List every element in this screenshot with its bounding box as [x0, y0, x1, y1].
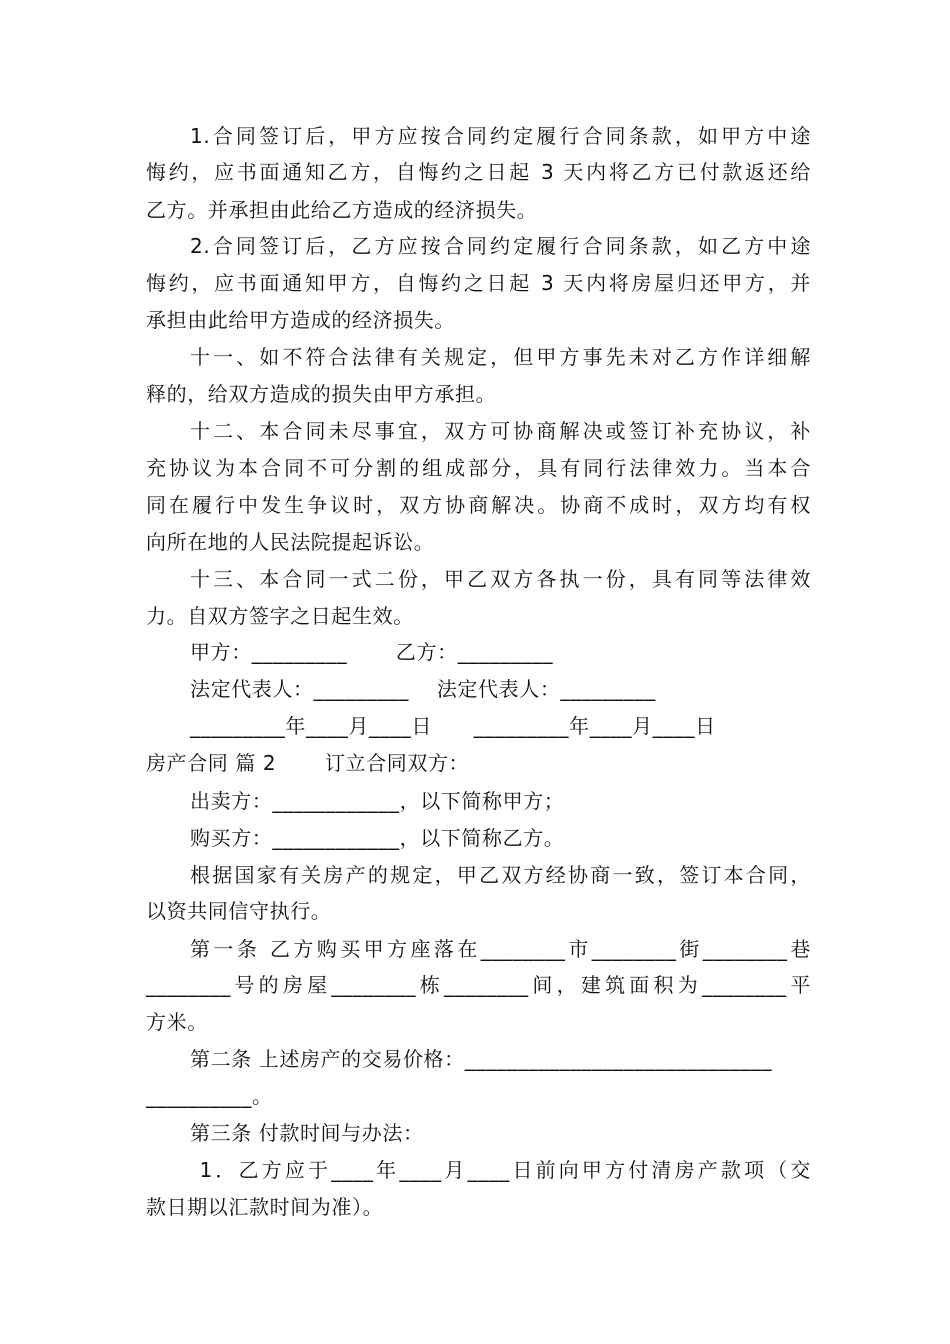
article-line: 第三条 付款时间与办法：: [190, 1121, 424, 1145]
paragraph-line: 2.合同签订后，乙方应按合同约定履行合同条款，如乙方中途: [190, 234, 811, 258]
paragraph-line: 1.合同签订后，甲方应按合同约定履行合同条款，如甲方中途: [190, 124, 811, 148]
paragraph-line: 充协议为本合同不可分割的组成部分，具有同行法律效力。当本合: [146, 456, 811, 480]
paragraph-line: 承担由此给甲方造成的经济损失。: [146, 308, 455, 332]
article-line: 第一条 乙方购买甲方座落在________市________街________巷: [190, 937, 811, 961]
article-line: 款日期以汇款时间为准）。: [146, 1195, 384, 1219]
article-line: 1．乙方应于____年____月____日前向甲方付清房产款项（交: [190, 1158, 811, 1182]
paragraph-line: 向所在地的人民法院提起诉讼。: [146, 530, 435, 554]
paragraph-line: 十二、本合同未尽事宜，双方可协商解决或签订补充协议，补: [190, 419, 811, 443]
paragraph-line: 力。自双方签字之日起生效。: [146, 604, 414, 628]
date-line: _________年____月____日 _________年____月____日: [190, 714, 716, 738]
paragraph-line: 根据国家有关房产的规定，甲乙双方经协商一致，签订本合同，: [190, 863, 811, 887]
party-line: 购买方：____________，以下简称乙方。: [190, 826, 565, 850]
paragraph-line: 悔约，应书面通知甲方，自悔约之日起 3 天内将房屋归还甲方，并: [146, 271, 811, 295]
signature-line: 甲方：_________ 乙方：_________: [190, 640, 554, 664]
signature-line: 法定代表人：_________ 法定代表人：_________: [190, 677, 656, 701]
article-line: 第二条 上述房产的交易价格：_____________________________: [190, 1047, 773, 1071]
paragraph-line: 释的，给双方造成的损失由甲方承担。: [146, 382, 497, 406]
paragraph-line: 乙方。并承担由此给乙方造成的经济损失。: [146, 198, 538, 222]
paragraph-line: 悔约，应书面通知乙方，自悔约之日起 3 天内将乙方已付款返还给: [146, 160, 811, 184]
party-line: 出卖方：____________，以下简称甲方；: [190, 789, 565, 813]
article-line: 方米。: [146, 1010, 208, 1034]
article-line: __________。: [146, 1084, 273, 1108]
paragraph-line: 十三、本合同一式二份，甲乙双方各执一份，具有同等法律效: [190, 567, 811, 591]
article-line: ________号的房屋________栋________间，建筑面积为________平: [146, 973, 811, 997]
paragraph-line: 同在履行中发生争议时，双方协商解决。协商不成时，双方均有权: [146, 493, 811, 517]
paragraph-line: 以资共同信守执行。: [146, 899, 332, 923]
paragraph-line: 十一、如不符合法律有关规定，但甲方事先未对乙方作详细解: [190, 345, 811, 369]
section-heading: 房产合同 篇 2 订立合同双方：: [146, 751, 470, 775]
